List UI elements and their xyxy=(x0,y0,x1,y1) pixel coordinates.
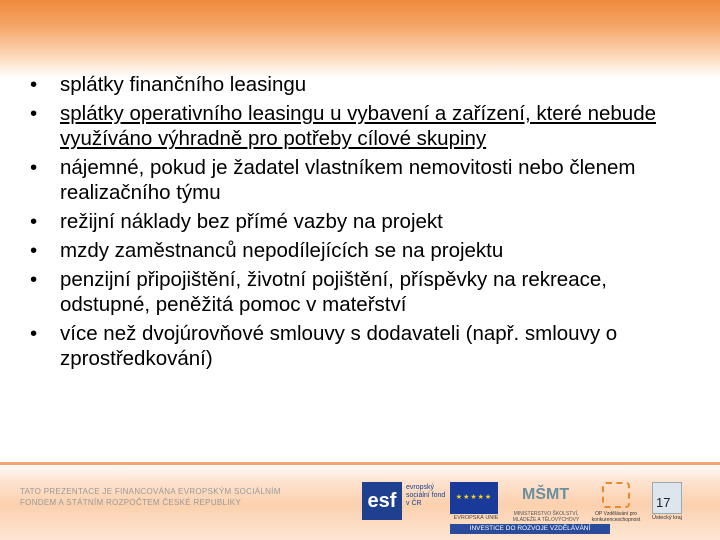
esf-logo: esf xyxy=(362,482,402,520)
funding-note-line: FONDEM A STÁTNÍM ROZPOČTEM ČESKÉ REPUBLIKY xyxy=(20,498,242,507)
bullet-text: splátky operativního leasingu u vybavení a zařízení, které nebude využíváno výhradně pro potřeby cílové skupiny xyxy=(60,102,657,150)
eu-flag-icon xyxy=(450,482,498,514)
page-number: 17 xyxy=(656,495,671,510)
bullet-item xyxy=(30,72,670,97)
logo-strip xyxy=(358,478,688,534)
bullet-item xyxy=(30,209,670,234)
invest-banner: INVESTICE DO ROZVOJE VZDĚLÁVÁNÍ xyxy=(450,524,610,534)
bullet-text: více než dvojúrovňové smlouvy s dodavateli (např. smlouvy o zprostředkování) xyxy=(60,322,618,370)
header-gradient-band xyxy=(0,0,720,78)
msmt-label: MINISTERSTVO ŠKOLSTVÍ, MLÁDEŽE A TĚLOVÝCHOVY xyxy=(512,511,580,523)
op-vk-logo-icon xyxy=(602,482,630,508)
funding-note-line: TATO PREZENTACE JE FINANCOVÁNA EVROPSKÝM SOCIÁLNÍM xyxy=(20,487,281,496)
eu-label: EVROPSKÁ UNIE xyxy=(453,515,499,521)
bullet-item xyxy=(30,321,670,371)
eu-stars-icon: ★★★★★ xyxy=(455,494,493,501)
funding-note xyxy=(20,486,281,508)
footer-divider xyxy=(0,462,720,465)
msmt-logo: MŠMT xyxy=(522,486,570,503)
kraj-label: Ústecký kraj xyxy=(652,515,682,521)
op-vk-label: OP Vzdělávání pro konkurenceschopnost xyxy=(591,511,641,523)
bullet-item xyxy=(30,267,670,317)
bullet-item xyxy=(30,101,670,151)
bullet-text: režijní náklady bez přímé vazby na projekt xyxy=(60,210,443,233)
bullet-text: mzdy zaměstnanců nepodílejících se na projektu xyxy=(60,239,504,262)
bullet-list xyxy=(30,72,670,375)
bullet-text: splátky finančního leasingu xyxy=(60,73,307,96)
bullet-item xyxy=(30,238,670,263)
esf-logo-text: evropský sociální fond v ČR xyxy=(406,484,446,507)
bullet-text: penzijní připojištění, životní pojištění, příspěvky na rekreace, odstupné, peněžitá pomoc v mateřství xyxy=(60,268,607,316)
bullet-item xyxy=(30,155,670,205)
bullet-text: nájemné, pokud je žadatel vlastníkem nemovitosti nebo členem realizačního týmu xyxy=(60,156,636,204)
